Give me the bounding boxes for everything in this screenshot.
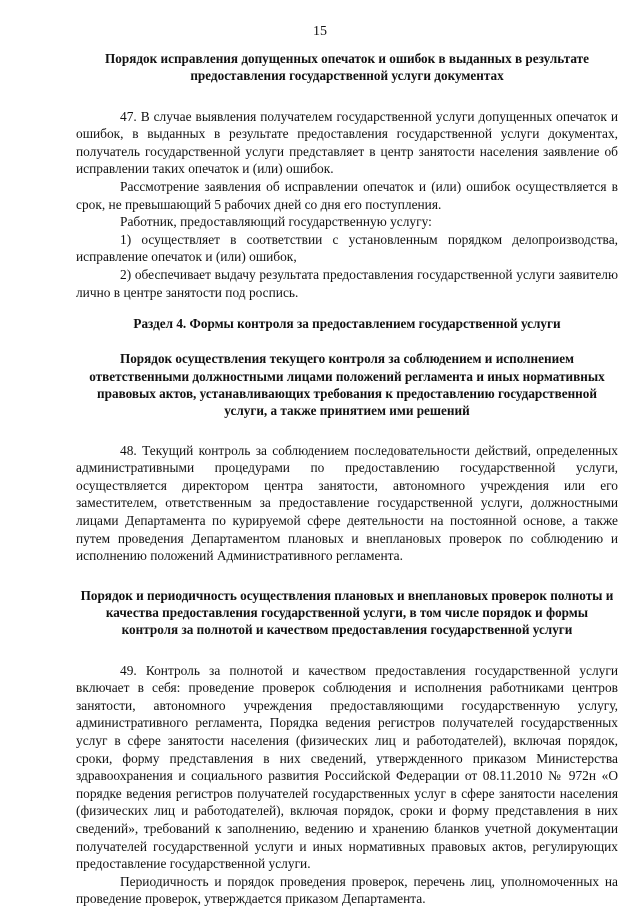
paragraph-48: 48. Текущий контроль за соблюдением последовательности действий, определенных административными процедурами по предоставлению государственной услуги, осуществляется директором центра занятости, автономного учреждения или его заместителем, ответственным за предоставление государственной услуги, должностными лицами Департамента по курируемой сфере деятельности на постоянной основе, а также путем проведения Департаментом плановых и внеплановых проверок по соблюдению и исполнению положений Административного регламента. xyxy=(76,442,618,564)
section-heading-corrections: Порядок исправления допущенных опечаток и ошибок в выданных в результате предоставления государственной услуги документах xyxy=(105,51,589,84)
paragraph-47-item-2: 2) обеспечивает выдачу результата предоставления государственной услуги заявителю лично в центре занятости под роспись. xyxy=(76,266,618,300)
paragraph-47-worker: Работник, предоставляющий государственную услугу: xyxy=(120,214,432,230)
section-heading-current-control: Порядок осуществления текущего контроля за соблюдением и исполнением ответственными должностными лицами положений регламента и иных нормативных правовых актов, устанавливающих требования к предоставлению государственной услуги, а также принятием ими решений xyxy=(89,351,605,419)
paragraph-47-item-1: 1) осуществляет в соответствии с установленным порядком делопроизводства, исправление опечаток и (или) ошибок, xyxy=(76,231,618,265)
document-body xyxy=(76,50,618,908)
section-heading-inspections: Порядок и периодичность осуществления плановых и внеплановых проверок полноты и качества предоставления государственной услуги, в том числе порядок и формы контроля за полнотой и качеством предоставления государственной услуги xyxy=(80,587,614,638)
paragraph-49-periodicity: Периодичность и порядок проведения проверок, перечень лиц, уполномоченных на проведение проверок, утверждается приказом Департамента. xyxy=(76,873,618,907)
paragraph-47: 47. В случае выявления получателем государственной услуги допущенных опечаток и ошибок, в выданных в результате предоставления государственной услуги документах, получатель государственной услуги представляет в центр занятости населения заявление об исправлении таких опечаток и (или) ошибок. xyxy=(76,108,618,177)
section-4-title: Раздел 4. Формы контроля за предоставлением государственной услуги xyxy=(133,316,561,332)
paragraph-49: 49. Контроль за полнотой и качеством предоставления государственной услуги включает в себя: проведение проверок соблюдения и исполнения работниками центров занятости, автономного учреждения предоставляющими государственную услугу, административного регламента, Порядка ведения регистров получателей государственных услуг в сфере занятости населения (физических лиц и работодателей), включая порядок, сроки, форму представления в них сведений, утвержденного приказом Министерства здравоохранения и социального развития Российской Федерации от 08.11.2010 № 972н «О порядке ведения регистров получателей государственных услуг в сфере занятости населения (физических лиц и работодателей), включая порядок, сроки и форму представления в них сведений», требований к заполнению, ведению и хранению бланков учетной документации получателей государственной услуги и иных нормативных правовых актов, регулирующих предоставление государственной услуги. xyxy=(76,662,618,872)
paragraph-47-review: Рассмотрение заявления об исправлении опечаток и (или) ошибок осуществляется в срок, не превышающий 5 рабочих дней со дня его поступления. xyxy=(76,178,618,212)
page-number: 15 xyxy=(313,24,327,39)
